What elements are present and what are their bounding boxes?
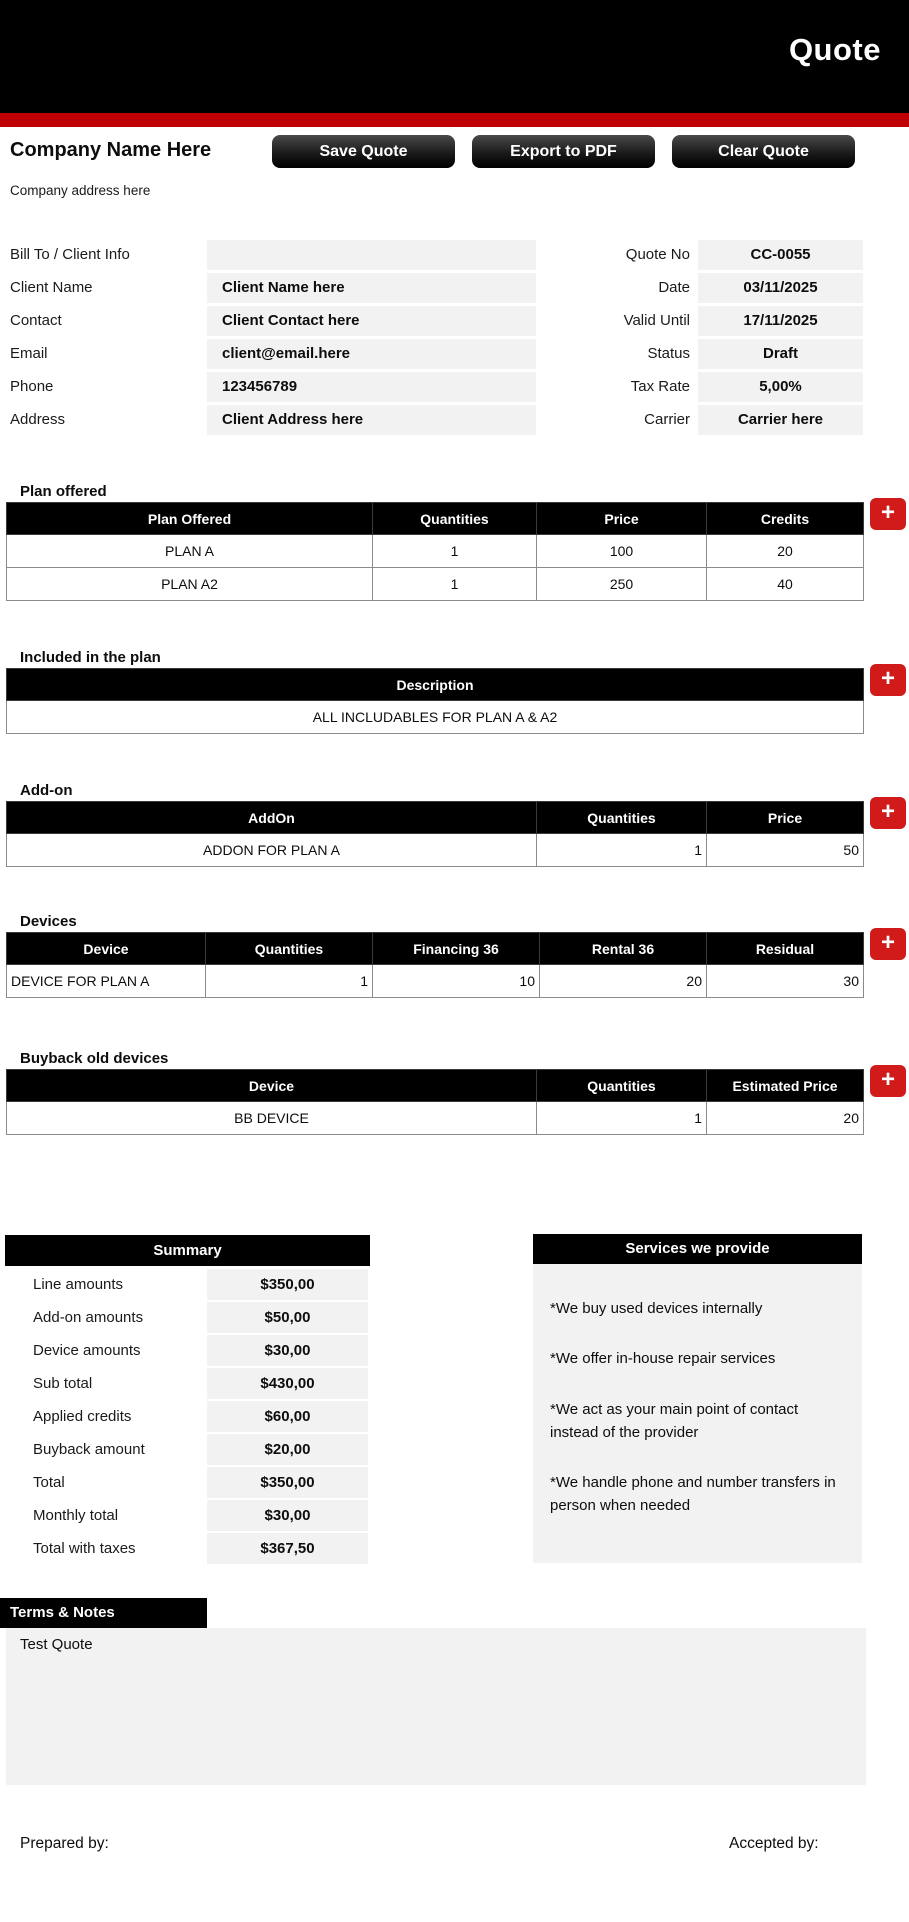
export-pdf-button[interactable]: Export to PDF <box>472 135 655 168</box>
summary-row-value: $30,00 <box>207 1500 368 1531</box>
client-info-header-cell[interactable] <box>207 240 536 270</box>
includes-header-row <box>7 669 864 701</box>
save-quote-button[interactable]: Save Quote <box>272 135 455 168</box>
addons-header-row <box>7 802 864 834</box>
summary-row-value: $60,00 <box>207 1401 368 1432</box>
device-qty-cell[interactable]: 1 <box>206 965 373 998</box>
header-banner <box>0 0 909 113</box>
client-address-label: Address <box>10 411 66 428</box>
addons-col-header: Price <box>707 802 864 834</box>
devices-table <box>6 932 864 998</box>
client-address-field[interactable]: Client Address here <box>207 405 536 435</box>
client-contact-field[interactable]: Client Contact here <box>207 306 536 336</box>
client-name-field[interactable]: Client Name here <box>207 273 536 303</box>
carrier-label: Carrier <box>644 411 690 428</box>
services-panel <box>533 1264 862 1563</box>
plus-icon: + <box>880 798 895 825</box>
prepared-by-label: Prepared by: <box>20 1835 109 1852</box>
addons-section-label: Add-on <box>20 782 73 799</box>
plans-col-header: Credits <box>707 503 864 535</box>
add-plan-button[interactable] <box>870 498 906 530</box>
include-description-cell[interactable]: ALL INCLUDABLES FOR PLAN A & A2 <box>7 701 864 734</box>
buyback-section-label: Buyback old devices <box>20 1050 169 1067</box>
devices-col-header: Financing 36 <box>373 933 540 965</box>
summary-title: Summary <box>5 1235 370 1266</box>
addons-col-header: Quantities <box>537 802 707 834</box>
summary-row-label: Total with taxes <box>33 1540 136 1557</box>
table-row <box>7 965 864 998</box>
summary-row-label: Applied credits <box>33 1408 132 1425</box>
client-info-section-label: Bill To / Client Info <box>10 246 130 263</box>
devices-col-header: Rental 36 <box>540 933 707 965</box>
plus-icon: + <box>880 1066 895 1093</box>
plans-table <box>6 502 864 601</box>
company-address: Company address here <box>10 183 151 198</box>
summary-row-value: $50,00 <box>207 1302 368 1333</box>
buyback-qty-cell[interactable]: 1 <box>537 1102 707 1135</box>
add-addon-button[interactable] <box>870 797 906 829</box>
devices-col-header: Device <box>7 933 206 965</box>
accent-stripe <box>0 113 909 127</box>
client-phone-field[interactable]: 123456789 <box>207 372 536 402</box>
client-contact-label: Contact <box>10 312 62 329</box>
plans-section-label: Plan offered <box>20 483 107 500</box>
table-row <box>7 1102 864 1135</box>
includes-section-label: Included in the plan <box>20 649 161 666</box>
plan-price-cell[interactable]: 250 <box>537 568 707 601</box>
buyback-col-header: Device <box>7 1070 537 1102</box>
addon-qty-cell[interactable]: 1 <box>537 834 707 867</box>
buyback-header-row <box>7 1070 864 1102</box>
terms-notes-field[interactable]: Test Quote <box>6 1628 866 1785</box>
plan-credits-cell[interactable]: 20 <box>707 535 864 568</box>
device-name-cell[interactable]: DEVICE FOR PLAN A <box>7 965 206 998</box>
includes-col-header: Description <box>7 669 864 701</box>
page-title: Quote <box>788 32 881 67</box>
buyback-price-cell[interactable]: 20 <box>707 1102 864 1135</box>
summary-row-value: $367,50 <box>207 1533 368 1564</box>
summary-row-label: Monthly total <box>33 1507 119 1524</box>
add-include-button[interactable] <box>870 664 906 696</box>
company-name: Company Name Here <box>10 139 212 161</box>
summary-row-label: Add-on amounts <box>33 1309 144 1326</box>
date-label: Date <box>658 279 690 296</box>
status-field[interactable]: Draft <box>698 339 863 369</box>
client-email-label: Email <box>10 345 48 362</box>
plan-qty-cell[interactable]: 1 <box>373 535 537 568</box>
client-email-field[interactable]: client@email.here <box>207 339 536 369</box>
plus-icon: + <box>880 665 895 692</box>
quote-no-field[interactable]: CC-0055 <box>698 240 863 270</box>
plan-qty-cell[interactable]: 1 <box>373 568 537 601</box>
addons-table <box>6 801 864 867</box>
summary-row-label: Device amounts <box>33 1342 141 1359</box>
summary-row-value: $350,00 <box>207 1467 368 1498</box>
service-item: *We handle phone and number transfers in person when needed <box>550 1474 836 1515</box>
table-row <box>7 568 864 601</box>
devices-col-header: Quantities <box>206 933 373 965</box>
plan-price-cell[interactable]: 100 <box>537 535 707 568</box>
buyback-col-header: Quantities <box>537 1070 707 1102</box>
carrier-field[interactable]: Carrier here <box>698 405 863 435</box>
add-device-button[interactable] <box>870 928 906 960</box>
tax-rate-field[interactable]: 5,00% <box>698 372 863 402</box>
tax-rate-label: Tax Rate <box>630 378 690 395</box>
valid-until-label: Valid Until <box>623 312 690 329</box>
includes-table <box>6 668 864 734</box>
add-buyback-button[interactable] <box>870 1065 906 1097</box>
device-financing-cell[interactable]: 10 <box>373 965 540 998</box>
plans-col-header: Quantities <box>373 503 537 535</box>
client-name-label: Client Name <box>10 279 93 296</box>
valid-until-field[interactable]: 17/11/2025 <box>698 306 863 336</box>
summary-row-value: $30,00 <box>207 1335 368 1366</box>
summary-row-label: Sub total <box>33 1375 93 1392</box>
table-row <box>7 834 864 867</box>
table-row <box>7 535 864 568</box>
addons-col-header: AddOn <box>7 802 537 834</box>
plan-name-cell[interactable]: PLAN A2 <box>7 568 373 601</box>
quote-no-label: Quote No <box>625 246 690 263</box>
summary-row-value: $430,00 <box>207 1368 368 1399</box>
buyback-table <box>6 1069 864 1135</box>
services-title: Services we provide <box>533 1234 862 1264</box>
addon-price-cell[interactable]: 50 <box>707 834 864 867</box>
device-rental-cell[interactable]: 20 <box>540 965 707 998</box>
client-phone-label: Phone <box>10 378 54 395</box>
accepted-by-label: Accepted by: <box>729 1835 819 1852</box>
devices-header-row <box>7 933 864 965</box>
plan-name-cell[interactable]: PLAN A <box>7 535 373 568</box>
date-field[interactable]: 03/11/2025 <box>698 273 863 303</box>
service-item: *We buy used devices internally <box>550 1300 763 1317</box>
service-item: *We act as your main point of contact instead of the provider <box>550 1400 799 1441</box>
devices-col-header: Residual <box>707 933 864 965</box>
addon-name-cell[interactable]: ADDON FOR PLAN A <box>7 834 537 867</box>
summary-row-label: Line amounts <box>33 1276 124 1293</box>
summary-row-label: Total <box>33 1474 65 1491</box>
devices-section-label: Devices <box>20 913 77 930</box>
summary-row-value: $20,00 <box>207 1434 368 1465</box>
clear-quote-button[interactable]: Clear Quote <box>672 135 855 168</box>
summary-row-label: Buyback amount <box>33 1441 145 1458</box>
terms-notes-title: Terms & Notes <box>0 1598 207 1628</box>
device-residual-cell[interactable]: 30 <box>707 965 864 998</box>
plus-icon: + <box>880 499 895 526</box>
status-label: Status <box>647 345 690 362</box>
table-row <box>7 701 864 734</box>
plan-credits-cell[interactable]: 40 <box>707 568 864 601</box>
buyback-device-cell[interactable]: BB DEVICE <box>7 1102 537 1135</box>
plus-icon: + <box>880 929 895 956</box>
plans-header-row <box>7 503 864 535</box>
buyback-col-header: Estimated Price <box>707 1070 864 1102</box>
plans-col-header: Price <box>537 503 707 535</box>
summary-row-value: $350,00 <box>207 1269 368 1300</box>
service-item: *We offer in-house repair services <box>550 1350 776 1368</box>
plans-col-header: Plan Offered <box>7 503 373 535</box>
